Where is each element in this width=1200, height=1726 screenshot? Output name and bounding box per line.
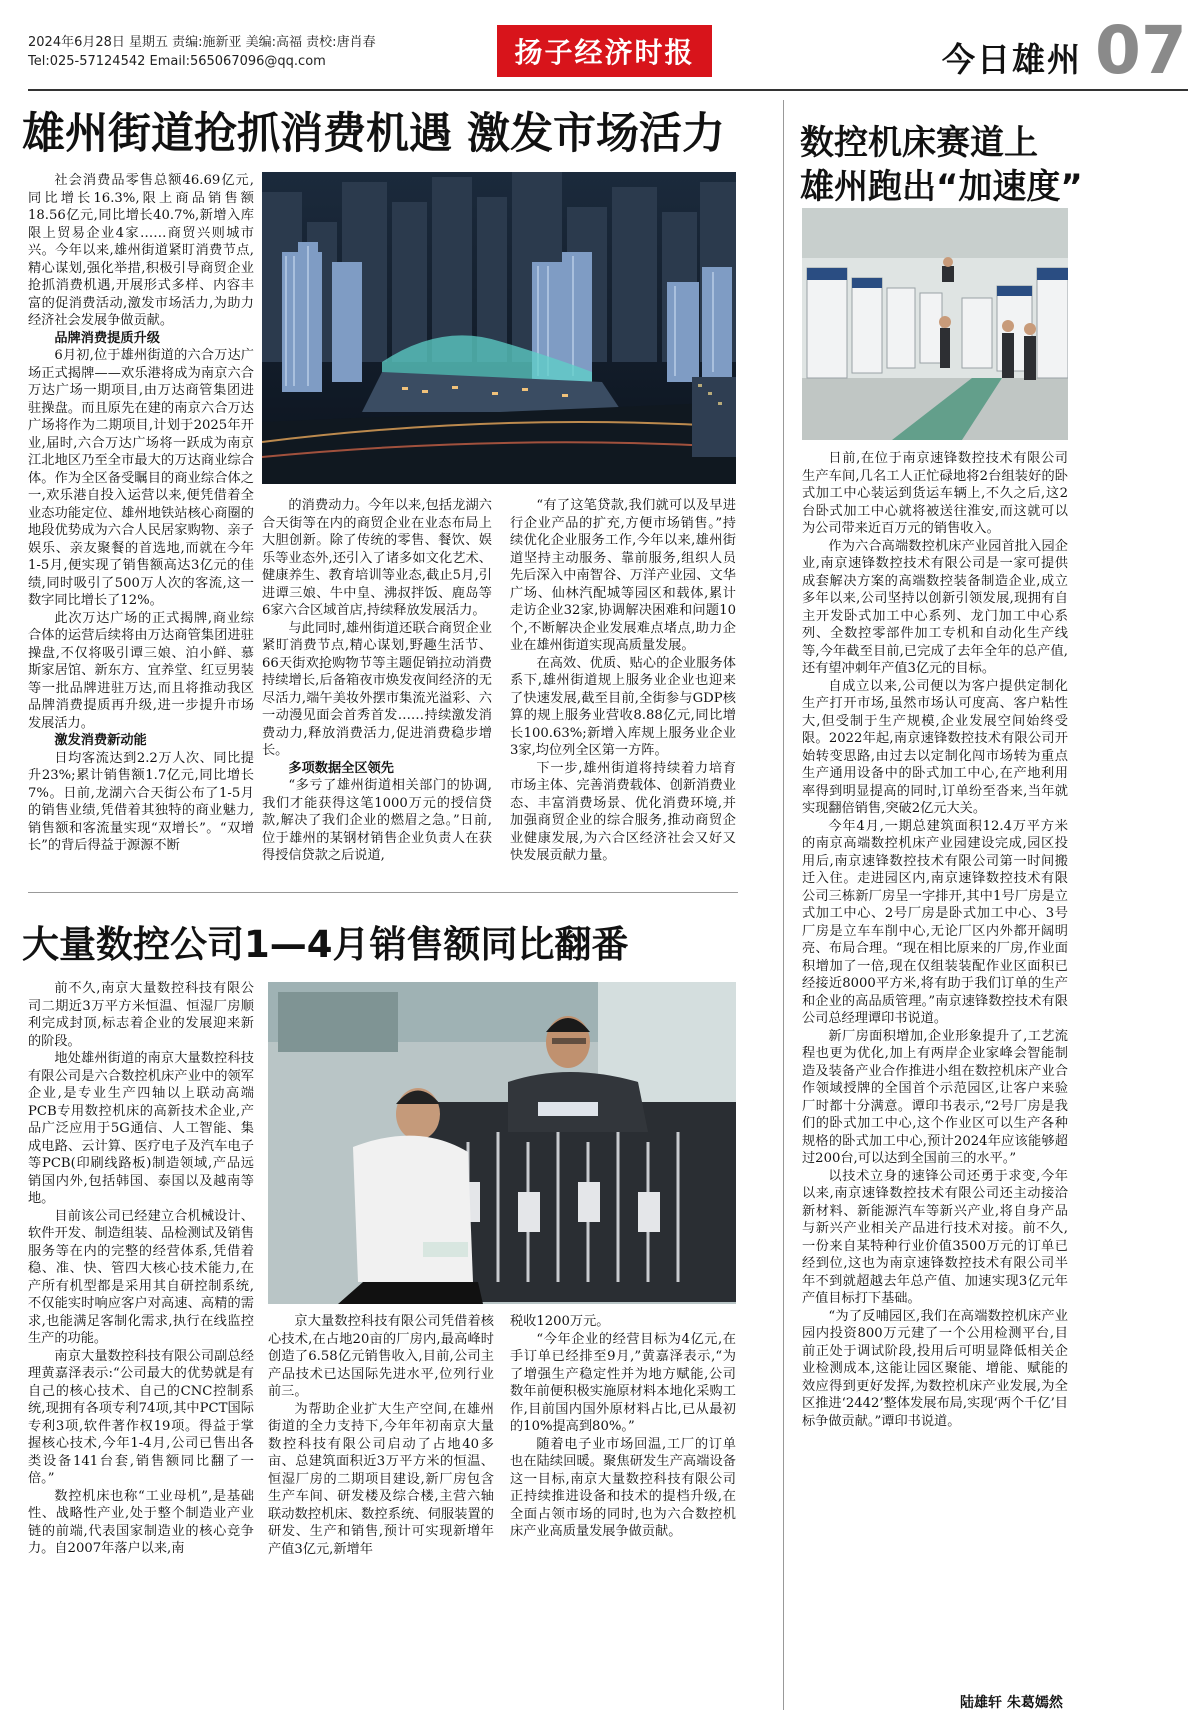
- article2-title: 大量数控公司1—4月销售额同比翻番: [22, 923, 629, 966]
- paragraph: “有了这笔贷款,我们就可以及早进行企业产品的扩充,方便市场销售。”持续优化企业服务工作,今年以来,雄州街道坚持主动服务、靠前服务,组织人员先后深入中南智谷、万洋产业园、文华广场、仙林汽配城等园区和载体,累计走访企业32家,协调解决困难和问题10个,不断解决企业发展难点堵点,助力企业在雄州街道实现高质量发展。: [510, 498, 736, 653]
- paragraph: 作为六合高端数控机床产业园首批入园企业,南京速锋数控技术有限公司是一家可提供成套解决方案的高端数控装备制造企业,成立多年以来,公司坚持以创新引领发展,现拥有自主开发卧式加工中心系列、龙门加工中心系列、全数控零部件加工专机和自动化生产线等,今年截至目前,已完成了去年全年的总产值,还有望冲刺年产值3亿元的目标。: [802, 538, 1068, 676]
- subheading: 多项数据全区领先: [288, 760, 394, 776]
- paragraph: “今年企业的经营目标为4亿元,在手订单已经排至9月,”黄嘉泽表示,“为了增强生产稳定性并为地方赋能,公司数年前便积极实施原材料本地化采购工作,目前国内国外原材料占比,已从最初的10%提高到80%。”: [510, 1331, 736, 1434]
- article1-title: 雄州街道抢抓消费机遇 激发市场活力: [22, 109, 725, 159]
- factory-workers-illustration: [268, 982, 736, 1304]
- paragraph: 社会消费品零售总额46.69亿元,同比增长16.3%,限上商品销售额18.56亿元,同比增长40.7%,新增入库限上贸易企业4家……商贸兴则城市兴。今年以来,雄州街道紧盯消费节点,精心谋划,强化举措,积极引导商贸企业抢抓消费机遇,开展形式多样、内容丰富的促消费活动,激发市场活力,为助力经济社会发展争做贡献。: [28, 173, 254, 328]
- city-night-illustration: [262, 172, 736, 484]
- paragraph: 的消费动力。今年以来,包括龙湖六合天街等在内的商贸企业在业态布局上大胆创新。除了传统的零售、餐饮、娱乐等业态外,还引入了诸多如文化艺术、健康养生、教育培训等业态,截止5月,引进谭三娘、牛中皇、沸叔拌饭、鹿岛等6家六合区域首店,持续释放发展活力。: [262, 498, 492, 618]
- paragraph: 南京大量数控科技有限公司副总经理黄嘉泽表示:“公司最大的优势就是有自己的核心技术、自己的CNC控制系统,现拥有各项专利74项,其中PCT国际专利3项,软件著作权19项。得益于掌握核心技术,今年1-4月,公司已售出各类设备141台套,销售额同比翻了一倍。”: [28, 1348, 254, 1486]
- paragraph: 日前,在位于南京速锋数控技术有限公司生产车间,几名工人正忙碌地将2台组装好的卧式加工中心装运到货运车辆上,不久之后,这2台卧式加工中心就将被送往淮安,而这就可以为公司带来近百万元的销售收入。: [802, 451, 1068, 536]
- article1-col1: [28, 172, 254, 855]
- article3-col1: [802, 450, 1068, 1430]
- paragraph: 京大量数控科技有限公司凭借着核心技术,在占地20亩的厂房内,最高峰时创造了6.58亿元销售收入,目前,公司主产品技术已达国际先进水平,位列行业前三。: [268, 1314, 494, 1399]
- paragraph: “多亏了雄州街道相关部门的协调,我们才能获得这笔1000万元的授信贷款,解决了我们企业的燃眉之急。”日前,位于雄州的某钢材销售企业负责人在获得授信贷款之后说道,: [262, 778, 492, 863]
- article3-title-line2: 雄州跑出“加速度”: [800, 167, 1083, 207]
- paragraph: 日均客流达到2.2万人次、同比提升23%;累计销售额1.7亿元,同比增长7%。日前,龙湖六合天街公布了1-5月的销售业绩,凭借着其独特的商业魅力,销售额和客流量实现“双增长”。“双增长”的背后得益于源源不断: [28, 750, 254, 853]
- article3-title-line1: 数控机床赛道上: [800, 123, 1038, 163]
- article2-col3: [510, 1313, 736, 1541]
- masthead-meta-line1: 2024年6月28日 星期五 责编:施新亚 美编:高福 责校:唐肖春: [28, 35, 376, 50]
- paragraph: 与此同时,雄州街道还联合商贸企业紧盯消费节点,精心谋划,野趣生活节、66天街欢抢购物节等主题促销拉动消费持续增长,后备箱夜市焕发夜间经济的无尽活力,端午美妆外摆市集流光溢彩、六一动漫见面会首秀首发……持续激发消费动力,释放消费活力,促进消费稳步增长。: [262, 620, 492, 758]
- section-name: 今日雄州: [942, 40, 1082, 79]
- subheading: 品牌消费提质升级: [54, 330, 160, 346]
- article2-col2: [268, 1313, 494, 1558]
- cnc-workshop-photo: [802, 208, 1068, 440]
- paragraph: 新厂房面积增加,企业形象提升了,工艺流程也更为优化,加上有两岸企业家峰会智能制造及装备产业合作推进小组在数控机床产业合作领域授牌的全国首个示范园区,让客户来验厂时都十分满意。谭印书表示,“2号厂房是我们的卧式加工中心,这个作业区可以生产各种规格的卧式加工中心,预计2024年应该能够超过200台,可以达到全国前三的水平。”: [802, 1028, 1068, 1166]
- paragraph: “为了反哺园区,我们在高端数控机床产业园内投资800万元建了一个公用检测平台,目前正处于调试阶段,投用后可明显降低相关企业检测成本,这能让园区聚能、增能、赋能的效应得到更好发挥,为数控机床产业发展,为全区推进‘2442’整体发展布局,实现‘两个千亿’目标争做贡献。”谭印书说道。: [802, 1308, 1068, 1429]
- paragraph: 为帮助企业扩大生产空间,在雄州街道的全力支持下,今年年初南京大量数控科技有限公司启动了占地40多亩、总建筑面积近3万平方米的恒温、恒湿厂房的二期项目建设,新厂房包含生产车间、研发楼及综合楼,主营六轴联动数控机床、数控系统、伺服装置的研发、生产和销售,预计可实现新增年产值3亿元,新增年: [268, 1401, 494, 1557]
- paragraph: 下一步,雄州街道将持续着力培育市场主体、完善消费载体、创新消费业态、丰富消费场景、优化消费环境,并加强商贸企业的综合服务,推动商贸企业健康发展,为六合区经济社会又好又快发展贡献力量。: [510, 760, 736, 863]
- paragraph: 税收1200万元。: [510, 1314, 610, 1329]
- article1-col2: [262, 497, 492, 865]
- paragraph: 6月初,位于雄州街道的六合万达广场正式揭牌——欢乐港将成为南京六合万达广场一期项目,由万达商管集团进驻操盘。而且原先在建的南京六合万达广场将作为二期项目,计划于2025年开业,届时,六合万达广场将一跃成为南京江北地区乃至全市最大的万达商业综合体。作为全区备受瞩目的商业综合体之一,欢乐港自投入运营以来,便凭借着全业态功能定位、雄州地铁站核心商圈的地段优势成为六合人民居家购物、亲子娱乐、亲友聚餐的首选地,而就在今年1-5月,便实现了销售额高达3亿元的佳绩,同时吸引了500万人次的客流,这一数字同比增长了12%。: [28, 348, 254, 608]
- paragraph: 地处雄州街道的南京大量数控科技有限公司是六合数控机床产业中的领军企业,是专业生产四轴以上联动高端PCB专用数控机床的高新技术企业,产品广泛应用于5G通信、人工智能、集成电路、云计算、医疗电子及汽车电子等PCB(印刷线路板)制造领域,产品远销国内外,包括韩国、泰国以及越南等地。: [28, 1051, 254, 1206]
- article2-col1: [28, 980, 254, 1558]
- cnc-workshop-illustration: [802, 208, 1068, 440]
- masthead-meta-line2: Tel:025-57124542 Email:565067096@qq.com: [28, 54, 326, 69]
- paragraph: 今年4月,一期总建筑面积12.4万平方米的南京高端数控机床产业园建设完成,园区投用后,南京速锋数控技术有限公司第一时间搬迁入住。走进园区内,南京速锋数控技术有限公司三栋新厂房呈一字排开,其中1号厂房是立式加工中心、2号厂房是卧式加工中心、3号厂房是立车车削中心,无论厂区内外都开阔明亮、布局合理。“现在相比原来的厂房,作业面积增加了一倍,现在仅组装装配作业区面积已经接近8000平方米,将有助于我们订单的生产和企业的高品质管理。”南京速锋数控技术有限公司总经理谭印书说道。: [802, 818, 1068, 1026]
- city-night-photo: [262, 172, 736, 484]
- paragraph: 前不久,南京大量数控科技有限公司二期近3万平方米恒温、恒湿厂房顺利完成封顶,标志着企业的发展迎来新的阶段。: [28, 981, 254, 1049]
- page-number: 07: [1095, 12, 1187, 89]
- subheading: 激发消费新动能: [54, 733, 147, 748]
- masthead-rule: [28, 89, 1188, 91]
- paragraph: 此次万达广场的正式揭牌,商业综合体的运营后续将由万达商管集团进驻操盘,不仅将吸引谭三娘、泊小鲜、慕斯家居馆、新东方、宜养堂、红豆男装等一批品牌进驻万达,而且将推动我区品牌消费提质再升级,进一步提升市场发展活力。: [28, 610, 254, 731]
- column-separator: [783, 100, 784, 1710]
- factory-workers-photo: [268, 982, 736, 1304]
- masthead-meta: [28, 33, 376, 71]
- paragraph: 以技术立身的速锋公司还勇于求变,今年以来,南京速锋数控技术有限公司还主动接洽新材料、新能源汽车等新兴产业,将自身产品与新兴产业相关产品进行技术对接。前不久,一份来自某特种行业价值3500万元的订单已经到位,这也为南京速锋数控技术有限公司半年不到就超越去年总产值、加速实现3亿元年产值目标打下基础。: [802, 1168, 1068, 1306]
- paragraph: 数控机床也称“工业母机”,是基础性、战略性产业,处于整个制造业产业链的前端,代表国家制造业的核心竞争力。自2007年落户以来,南: [28, 1488, 254, 1556]
- paragraph: 在高效、优质、贴心的企业服务体系下,雄州街道规上服务业企业也迎来了快速发展,截至目前,全街参与GDP核算的规上服务业营收8.88亿元,同比增长100.63%;新增入库规上服务业企业3家,均位列全区第一方阵。: [510, 655, 736, 758]
- paragraph: 随着电子业市场回温,工厂的订单也在陆续回暖。聚焦研发生产高端设备这一目标,南京大量数控科技有限公司正持续推进设备和技术的提档升级,在全面占领市场的同时,也为六合数控机床产业高质量发展争做贡献。: [510, 1436, 736, 1539]
- paragraph: 自成立以来,公司便以为客户提供定制化生产打开市场,虽然市场认可度高、客户粘性大,但受制于生产规模,企业发展空间始终受限。2022年起,南京速锋数控技术有限公司开始转变思路,由过去以定制化闯市场转为重点生产通用设备中的卧式加工中心,在产地利用率得到明显提高的同时,订单纷至沓来,当年就实现翻倍销售,突破2亿元大关。: [802, 678, 1068, 816]
- byline: 陆雄轩 朱葛嫣然: [960, 1695, 1063, 1711]
- paragraph: 目前该公司已经建立合机械设计、软件开发、制造组装、品检测试及销售服务等在内的完整的经营体系,凭借着稳、准、快、管四大核心技术能力,在产所有机型都是采用其自研控制系统,不仅能实时响应客户对高速、高精的需求,也能满足客制化需求,执行在线监控生产的功能。: [28, 1208, 254, 1346]
- article-divider: [28, 892, 738, 893]
- article1-col3: [510, 497, 736, 865]
- newspaper-logo: 扬子经济时报: [497, 25, 712, 77]
